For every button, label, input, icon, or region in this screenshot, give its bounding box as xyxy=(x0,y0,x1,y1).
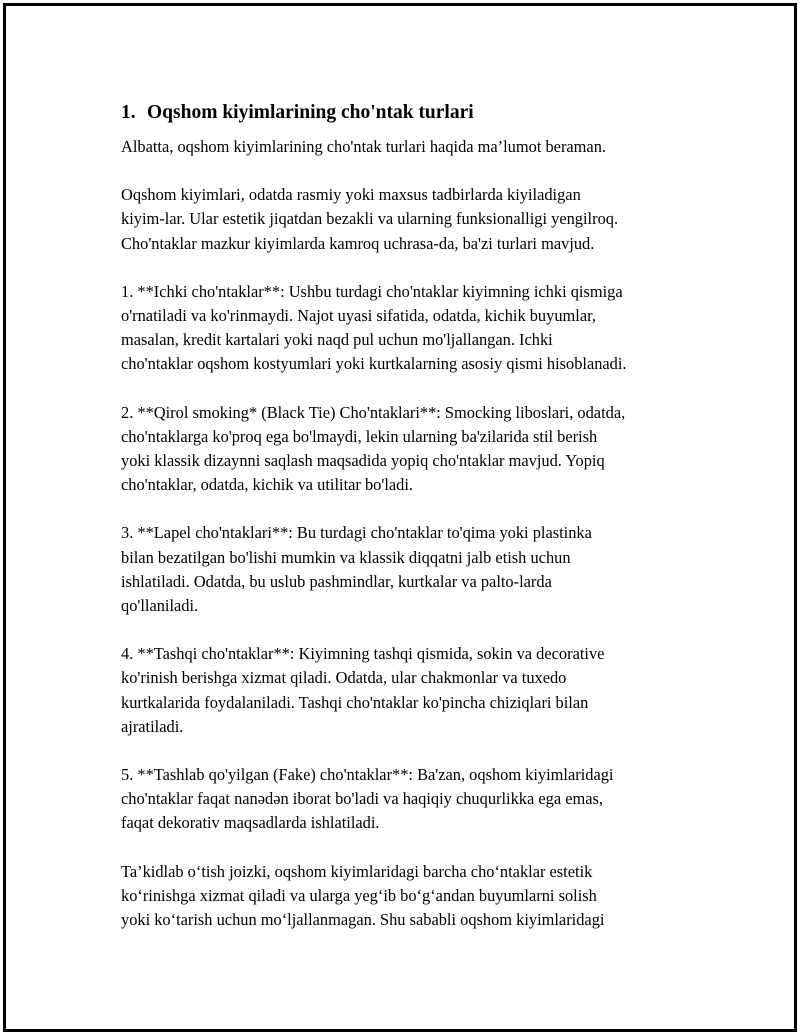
list-item-lapel-pockets xyxy=(121,521,711,618)
section-number: 1. xyxy=(121,102,136,123)
text-line: qo'llaniladi. xyxy=(121,596,199,616)
text-line: bilan bezatilgan bo'lishi mumkin va klassik diqqatni jalb etish uchun xyxy=(121,547,571,567)
text-line: 5. **Tashlab qo'yilgan (Fake) cho'ntaklar**: Ba'zan, oqshom kiyimlaridagi xyxy=(121,765,614,785)
text-line: yoki ko‘tarish uchun mo‘ljallanmagan. Shu sababli oqshom kiyimlaridagi xyxy=(121,910,605,930)
text-line: ajratiladi. xyxy=(121,716,184,736)
text-line: yoki klassik dizaynni saqlash maqsadida yopiq cho'ntaklar mavjud. Yopiq xyxy=(121,451,605,471)
text-line: masalan, kredit kartalari yoki naqd pul uchun mo'ljallangan. Ichki xyxy=(121,330,553,350)
list-item-fake-pockets xyxy=(121,763,711,836)
overview-paragraph xyxy=(121,183,711,256)
text-line: ishlatiladi. Odatda, bu uslub pashmindlar, kurtkalar va palto-larda xyxy=(121,571,552,591)
text-line: cho'ntaklar faqat nanədən iborat bo'ladi va haqiqiy chuqurlikka ega emas, xyxy=(121,789,603,809)
page-frame xyxy=(3,3,797,1032)
text-line: kurtkalarida foydalaniladi. Tashqi cho'ntaklar ko'pincha chiziqlari bilan xyxy=(121,692,589,712)
section-title: Oqshom kiyimlarining cho'ntak turlari xyxy=(147,102,474,123)
text-line: Albatta, oqshom kiyimlarining cho'ntak turlari haqida ma’lumot beraman. xyxy=(121,137,606,156)
text-line: 3. **Lapel cho'ntaklari**: Bu turdagi cho'ntaklar to'qima yoki plastinka xyxy=(121,523,592,543)
list-item-inner-pockets xyxy=(121,280,711,377)
text-line: Ta’kidlab o‘tish joizki, oqshom kiyimlaridagi barcha cho‘ntaklar estetik xyxy=(121,861,593,881)
text-line: Cho'ntaklar mazkur kiyimlarda kamroq uchrasa-da, ba'zi turlari mavjud. xyxy=(121,233,595,253)
text-line: o'rnatiladi va ko'rinmaydi. Najot uyasi sifatida, odatda, kichik buyumlar, xyxy=(121,306,596,326)
list-item-outer-pockets xyxy=(121,642,711,739)
text-line: cho'ntaklar oqshom kostyumlari yoki kurtkalarning asosiy qismi hisoblanadi. xyxy=(121,354,627,374)
text-line: 2. **Qirol smoking* (Black Tie) Cho'ntaklari**: Smocking liboslari, odatda, xyxy=(121,402,626,422)
conclusion-paragraph xyxy=(121,860,711,933)
text-line: cho'ntaklar, odatda, kichik va utilitar bo'ladi. xyxy=(121,475,413,495)
text-line: Oqshom kiyimlari, odatda rasmiy yoki maxsus tadbirlarda kiyiladigan xyxy=(121,185,581,205)
text-line: ko'rinish berishga xizmat qiladi. Odatda, ular chakmonlar va tuxedo xyxy=(121,668,567,688)
text-line: faqat dekorativ maqsadlarda ishlatiladi. xyxy=(121,813,380,833)
document-body xyxy=(121,99,711,956)
text-line: 1. **Ichki cho'ntaklar**: Ushbu turdagi cho'ntaklar kiyimning ichki qismiga xyxy=(121,281,623,301)
text-line: 4. **Tashqi cho'ntaklar**: Kiyimning tashqi qismida, sokin va decorative xyxy=(121,644,605,664)
intro-paragraph xyxy=(121,135,711,159)
text-line: ko‘rinishga xizmat qiladi va ularga yeg‘ib bo‘g‘andan buyumlarni solish xyxy=(121,885,597,905)
section-heading xyxy=(121,99,711,127)
text-line: cho'ntaklarga ko'proq ega bo'lmaydi, lekin ularning ba'zilarida stil berish xyxy=(121,426,598,446)
list-item-black-tie-pockets xyxy=(121,401,711,498)
text-line: kiyim-lar. Ular estetik jiqatdan bezakli va ularning funksionalligi yengilroq. xyxy=(121,209,619,229)
